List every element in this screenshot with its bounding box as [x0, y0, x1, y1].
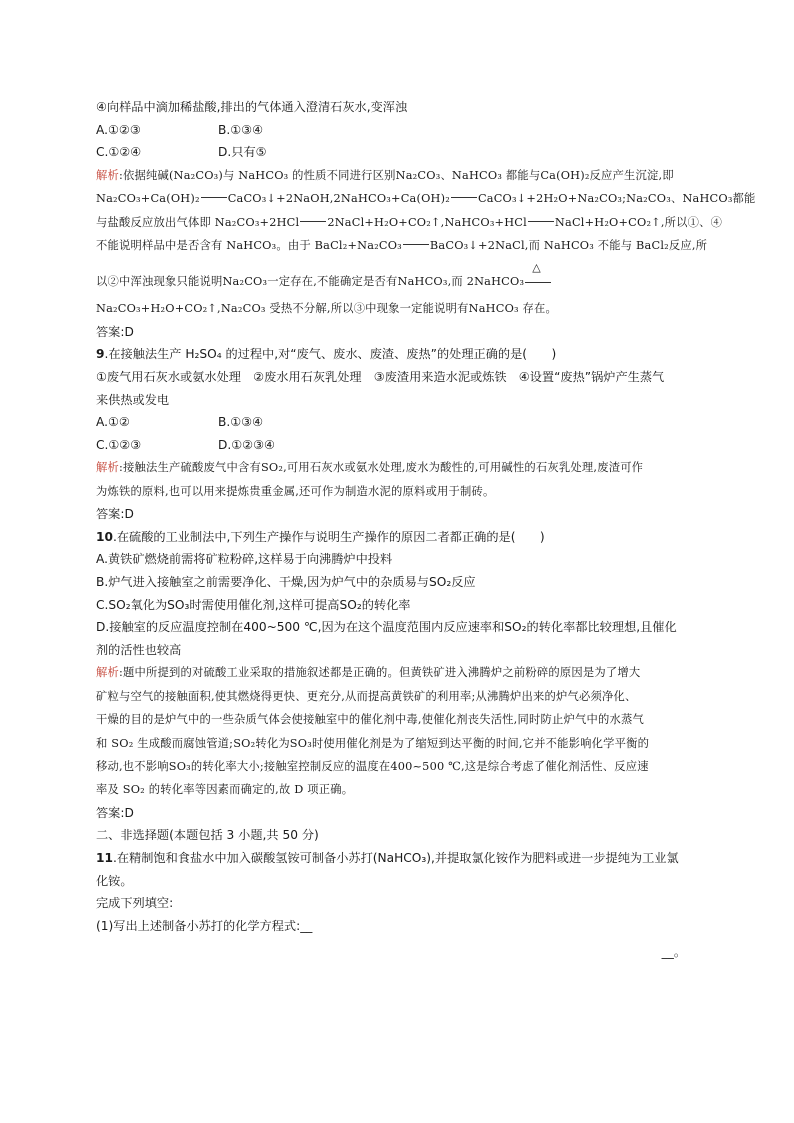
q10-analysis-line2: 矿粒与空气的接触面积,使其燃烧得更快、更充分,从而提高黄铁矿的利用率;从沸腾炉出来的炉气必须净化、 [96, 689, 637, 703]
q9-answer: 答案:D [96, 507, 134, 522]
equation-part: 以②中浑浊现象只能说明Na₂CO₃一定存在,不能确定是否有NaHCO₃,而 2NaHCO₃ [96, 275, 525, 289]
equals-sign [201, 197, 227, 198]
analysis-label: 解析 [96, 461, 119, 475]
q10-option-d-line2: 剂的活性也较高 [96, 642, 182, 657]
q11-intro: 完成下列填空: [96, 896, 174, 911]
q9-option-b: B.①③④ [218, 415, 264, 430]
q10-number: 10 [96, 529, 113, 544]
q11-answer-blank-end[interactable]: __。 [661, 945, 686, 960]
analysis-label: 解析 [96, 666, 119, 680]
equation-part: 2NaCl+H₂O+CO₂↑,NaHCO₃+HCl [327, 215, 527, 229]
equals-sign [403, 244, 429, 245]
q8-option-c: C.①②④ [96, 145, 142, 160]
q9-option-a: A.①② [96, 415, 130, 430]
q9-options-row2 [96, 434, 702, 457]
q10-analysis-line6: 率及 SO₂ 的转化率等因素而确定的,故 D 项正确。 [96, 783, 354, 797]
q8-analysis-line6: Na₂CO₃+H₂O+CO₂↑,Na₂CO₃ 受热不分解,所以③中现象一定能说明有NaHCO₃ 存在。 [96, 302, 558, 316]
q10-analysis-line1: 解析:题中所提到的对硫酸工业采取的措施叙述都是正确的。但黄铁矿进入沸腾炉之前粉碎的原因是为了增大 [96, 666, 641, 680]
q8-option-a: A.①②③ [96, 122, 141, 137]
heating-condition [525, 261, 551, 283]
equation-part: CaCO₃↓+2NaOH,2NaHCO₃+Ca(OH)₂ [227, 192, 450, 206]
q11-stem-line1 [96, 847, 702, 870]
q8-analysis-line2 [96, 187, 756, 210]
q9-stem-text: .在接触法生产 H₂SO₄ 的过程中,对“废气、废水、废渣、废热”的处理正确的是( ) [104, 347, 557, 362]
q10-analysis-text1: 题中所提到的对硫酸工业采取的措施叙述都是正确的。但黄铁矿进入沸腾炉之前粉碎的原因是为了增大 [123, 666, 641, 680]
q8-analysis-line1: 解析:依据纯碱(Na₂CO₃)与 NaHCO₃ 的性质不同进行区别Na₂CO₃、NaHCO₃ 都能与Ca(OH)₂反应产生沉淀,即 [96, 168, 674, 182]
q8-analysis-line3 [96, 211, 723, 234]
q8-analysis-line4 [96, 234, 708, 257]
q10-stem [96, 526, 702, 549]
equation-part: Na₂CO₃+Ca(OH)₂ [96, 192, 200, 206]
equation-part: CaCO₃↓+2H₂O+Na₂CO₃;Na₂CO₃、NaHCO₃都能 [477, 192, 756, 206]
q10-option-d-line1: D.接触室的反应温度控制在400~500 ℃,因为在这个温度范围内反应速率和SO₂的转化率都比较理想,且催化 [96, 620, 677, 635]
section2-title: 二、非选择题(本题包括 3 小题,共 50 分) [96, 828, 319, 843]
q9-items-line1: ①废气用石灰水或氨水处理 ②废水用石灰乳处理 ③废渣用来造水泥或炼铁 ④设置“废热”锅炉产生蒸气 [96, 370, 665, 384]
q10-analysis-line5: 移动,也不影响SO₃的转化率大小;接触室控制反应的温度在400~500 ℃,这是综合考虑了催化剂活性、反应速 [96, 759, 649, 773]
q9-options-row1 [96, 411, 702, 434]
analysis-label: 解析 [96, 168, 119, 182]
equation-part: BaCO₃↓+2NaCl,而 NaHCO₃ 不能与 BaCl₂反应,所 [429, 239, 708, 252]
q10-answer: 答案:D [96, 805, 134, 820]
q11-sub1 [96, 915, 702, 938]
q10-option-b: B.炉气进入接触室之前需要净化、干燥,因为炉气中的杂质易与SO₂反应 [96, 574, 476, 589]
q8-answer: 答案:D [96, 324, 134, 339]
equation-part: NaCl+H₂O+CO₂↑,所以①、④ [554, 215, 723, 229]
q11-sub1-text: (1)写出上述制备小苏打的化学方程式: [96, 918, 301, 933]
q8-item4: ④向样品中滴加稀盐酸,排出的气体通入澄清石灰水,变浑浊 [96, 100, 408, 114]
q9-number: 9 [96, 347, 105, 362]
q11-answer-blank[interactable]: __ [300, 918, 313, 933]
equals-sign [300, 221, 326, 222]
q8-options-row1 [96, 119, 702, 142]
q9-analysis-line2: 为炼铁的原料,也可以用来提炼贵重金属,还可作为制造水泥的原料或用于制砖。 [96, 484, 495, 498]
q10-option-a: A.黄铁矿燃烧前需将矿粒粉碎,这样易于向沸腾炉中投料 [96, 552, 393, 567]
q10-analysis-line4: 和 SO₂ 生成酸而腐蚀管道;SO₂转化为SO₃时使用催化剂是为了缩短到达平衡的时间,它并不能影响化学平衡的 [96, 736, 650, 750]
q9-stem [96, 343, 702, 366]
q8-option-d: D.只有⑤ [218, 145, 267, 160]
q11-stem-line2: 化铵。 [96, 873, 133, 888]
q8-option-b: B.①③④ [218, 122, 264, 137]
q9-analysis-line1: 解析:接触法生产硫酸废气中含有SO₂,可用石灰水或氨水处理,废水为酸性的,可用碱性的石灰乳处理,废渣可作 [96, 461, 644, 475]
q9-option-c: C.①②③ [96, 437, 142, 452]
q10-option-c: C.SO₂氧化为SO₃时需使用催化剂,这样可提高SO₂的转化率 [96, 597, 411, 612]
q8-options-row2 [96, 141, 702, 164]
q11-stem-text: .在精制饱和食盐水中加入碳酸氢铵可制备小苏打(NaHCO₃),并提取氯化铵作为肥料或进一步提纯为工业氯 [112, 850, 679, 865]
q9-items-line2: 来供热或发电 [96, 392, 170, 407]
q8-analysis-text1: 依据纯碱(Na₂CO₃)与 NaHCO₃ 的性质不同进行区别Na₂CO₃、NaHCO₃ 都能与Ca(OH)₂反应产生沉淀,即 [123, 168, 674, 182]
q10-analysis-line3: 干燥的目的是炉气中的一些杂质气体会使接触室中的催化剂中毒,使催化剂丧失活性,同时防止炉气中的水蒸气 [96, 713, 644, 727]
equals-sign [451, 197, 477, 198]
equation-part: 不能说明样品中是否含有 NaHCO₃。由于 BaCl₂+Na₂CO₃ [96, 239, 402, 252]
q8-analysis-line5 [96, 261, 702, 297]
q9-analysis-text1: 接触法生产硫酸废气中含有SO₂,可用石灰水或氨水处理,废水为酸性的,可用碱性的石灰乳处理,废渣可作 [123, 461, 644, 475]
heat-symbol-icon: △ [532, 261, 541, 275]
document-body [96, 96, 756, 964]
equals-sign [528, 221, 554, 222]
q10-stem-text: .在硫酸的工业制法中,下列生产操作与说明生产操作的原因二者都正确的是( ) [112, 529, 545, 544]
equation-part: 与盐酸反应放出气体即 Na₂CO₃+2HCl [96, 215, 300, 229]
q9-option-d: D.①②③④ [218, 437, 275, 452]
q11-number: 11 [96, 850, 113, 865]
